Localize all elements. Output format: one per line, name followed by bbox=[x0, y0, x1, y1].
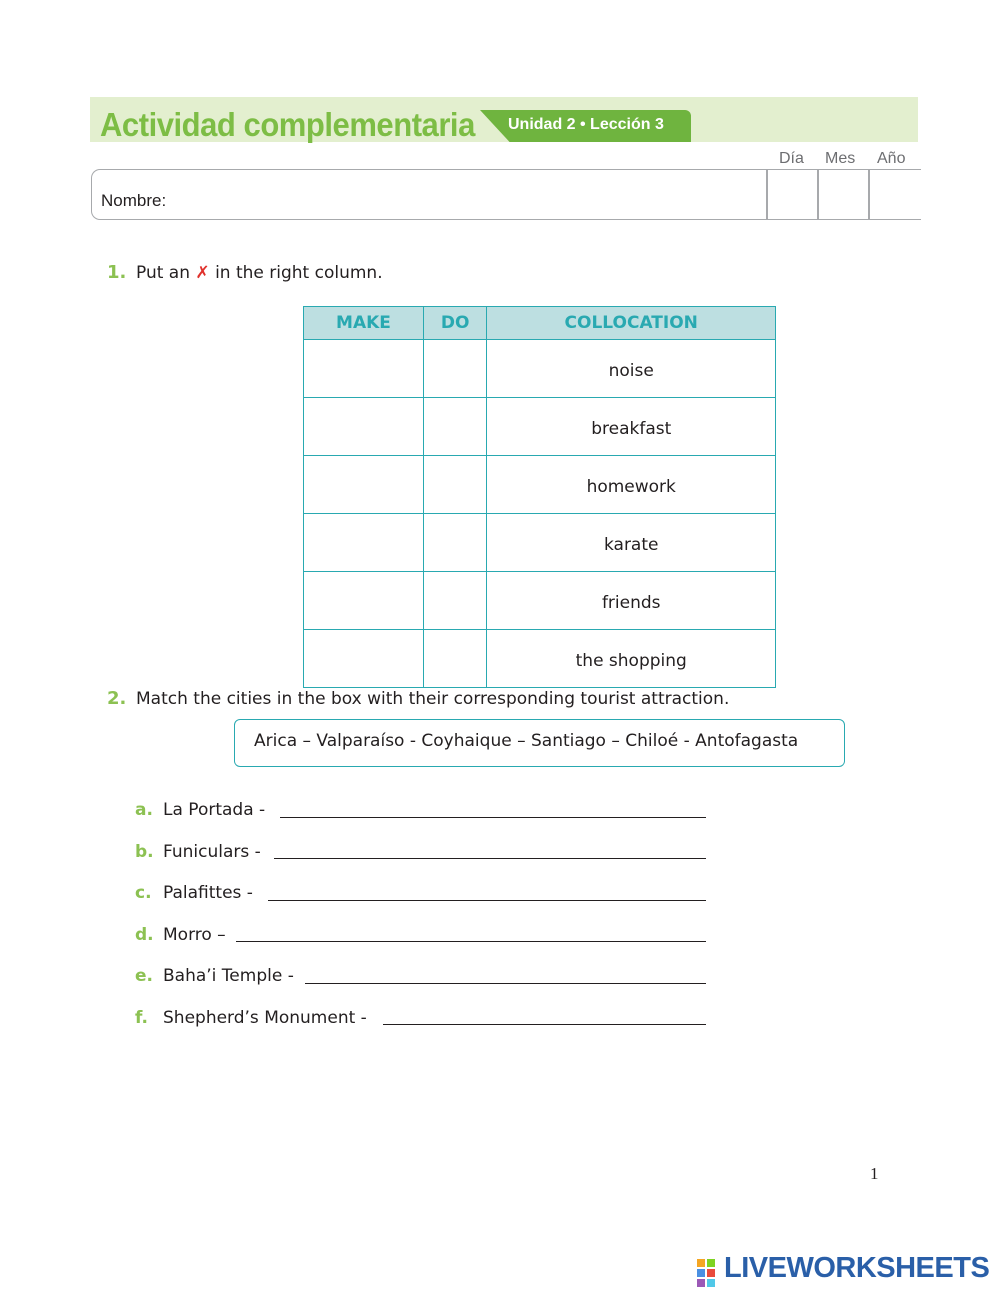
cities-list: Arica – Valparaíso - Coyhaique – Santiago – Chiloé - Antofagasta bbox=[254, 731, 799, 751]
list-item bbox=[135, 966, 294, 990]
collocation-cell: homework bbox=[487, 456, 776, 514]
worksheet-title: Actividad complementaria bbox=[100, 106, 475, 143]
date-label-month: Mes bbox=[825, 150, 856, 167]
do-cell[interactable] bbox=[423, 456, 487, 514]
list-item bbox=[135, 925, 226, 949]
item-text: Shepherd’s Monument - bbox=[163, 1008, 367, 1028]
collocation-table bbox=[303, 306, 776, 688]
do-cell[interactable] bbox=[423, 514, 487, 572]
collocation-cell: the shopping bbox=[487, 630, 776, 688]
table-header-row bbox=[304, 307, 776, 340]
exercise-1-number: 1. bbox=[107, 262, 127, 283]
answer-line-b[interactable] bbox=[274, 858, 706, 859]
table-row bbox=[304, 630, 776, 688]
answer-line-f[interactable] bbox=[383, 1024, 706, 1025]
item-text: La Portada - bbox=[163, 800, 266, 820]
item-letter: e. bbox=[135, 966, 153, 986]
collocation-cell: breakfast bbox=[487, 398, 776, 456]
list-item bbox=[135, 842, 261, 866]
table-row bbox=[304, 514, 776, 572]
make-cell[interactable] bbox=[304, 572, 424, 630]
collocation-cell: friends bbox=[487, 572, 776, 630]
do-cell[interactable] bbox=[423, 398, 487, 456]
unit-label: Unidad 2 • Lección 3 bbox=[508, 116, 664, 133]
table-row bbox=[304, 456, 776, 514]
do-cell[interactable] bbox=[423, 572, 487, 630]
x-mark-icon: ✗ bbox=[195, 263, 210, 283]
date-label-year: Año bbox=[877, 150, 906, 167]
item-text: Palafittes - bbox=[163, 883, 253, 903]
table-row bbox=[304, 572, 776, 630]
list-item bbox=[135, 883, 253, 907]
item-text: Baha’i Temple - bbox=[163, 966, 294, 986]
liveworksheets-logo-text: LIVEWORKSHEETS bbox=[724, 1252, 990, 1284]
instruction-part-2: in the right column. bbox=[215, 263, 383, 283]
item-letter: c. bbox=[135, 883, 152, 903]
collocation-cell: karate bbox=[487, 514, 776, 572]
answer-line-e[interactable] bbox=[305, 983, 706, 984]
item-letter: a. bbox=[135, 800, 153, 820]
answer-line-a[interactable] bbox=[280, 817, 706, 818]
answer-line-c[interactable] bbox=[268, 900, 706, 901]
item-letter: f. bbox=[135, 1008, 148, 1028]
column-header-collocation: COLLOCATION bbox=[487, 307, 776, 340]
make-cell[interactable] bbox=[304, 456, 424, 514]
table-row bbox=[304, 340, 776, 398]
table-row bbox=[304, 398, 776, 456]
month-cell[interactable] bbox=[817, 169, 819, 220]
make-cell[interactable] bbox=[304, 630, 424, 688]
list-item bbox=[135, 1008, 367, 1032]
answer-line-d[interactable] bbox=[236, 941, 706, 942]
list-item bbox=[135, 800, 265, 824]
day-cell[interactable] bbox=[766, 169, 768, 220]
do-cell[interactable] bbox=[423, 630, 487, 688]
exercise-2-number: 2. bbox=[107, 688, 127, 709]
column-header-do: DO bbox=[423, 307, 487, 340]
instruction-part-1: Put an bbox=[136, 263, 190, 283]
collocation-cell: noise bbox=[487, 340, 776, 398]
item-text: Morro – bbox=[163, 925, 226, 945]
item-text: Funiculars - bbox=[163, 842, 261, 862]
exercise-2-instruction: Match the cities in the box with their corresponding tourist attraction. bbox=[136, 689, 730, 709]
make-cell[interactable] bbox=[304, 340, 424, 398]
item-letter: b. bbox=[135, 842, 154, 862]
make-cell[interactable] bbox=[304, 514, 424, 572]
item-letter: d. bbox=[135, 925, 154, 945]
make-cell[interactable] bbox=[304, 398, 424, 456]
exercise-1-instruction bbox=[136, 263, 383, 283]
date-label-day: Día bbox=[779, 150, 804, 167]
do-cell[interactable] bbox=[423, 340, 487, 398]
name-box[interactable] bbox=[91, 169, 921, 220]
column-header-make: MAKE bbox=[304, 307, 424, 340]
page-number: 1 bbox=[870, 1164, 879, 1183]
name-label: Nombre: bbox=[101, 191, 167, 210]
year-cell[interactable] bbox=[868, 169, 870, 220]
